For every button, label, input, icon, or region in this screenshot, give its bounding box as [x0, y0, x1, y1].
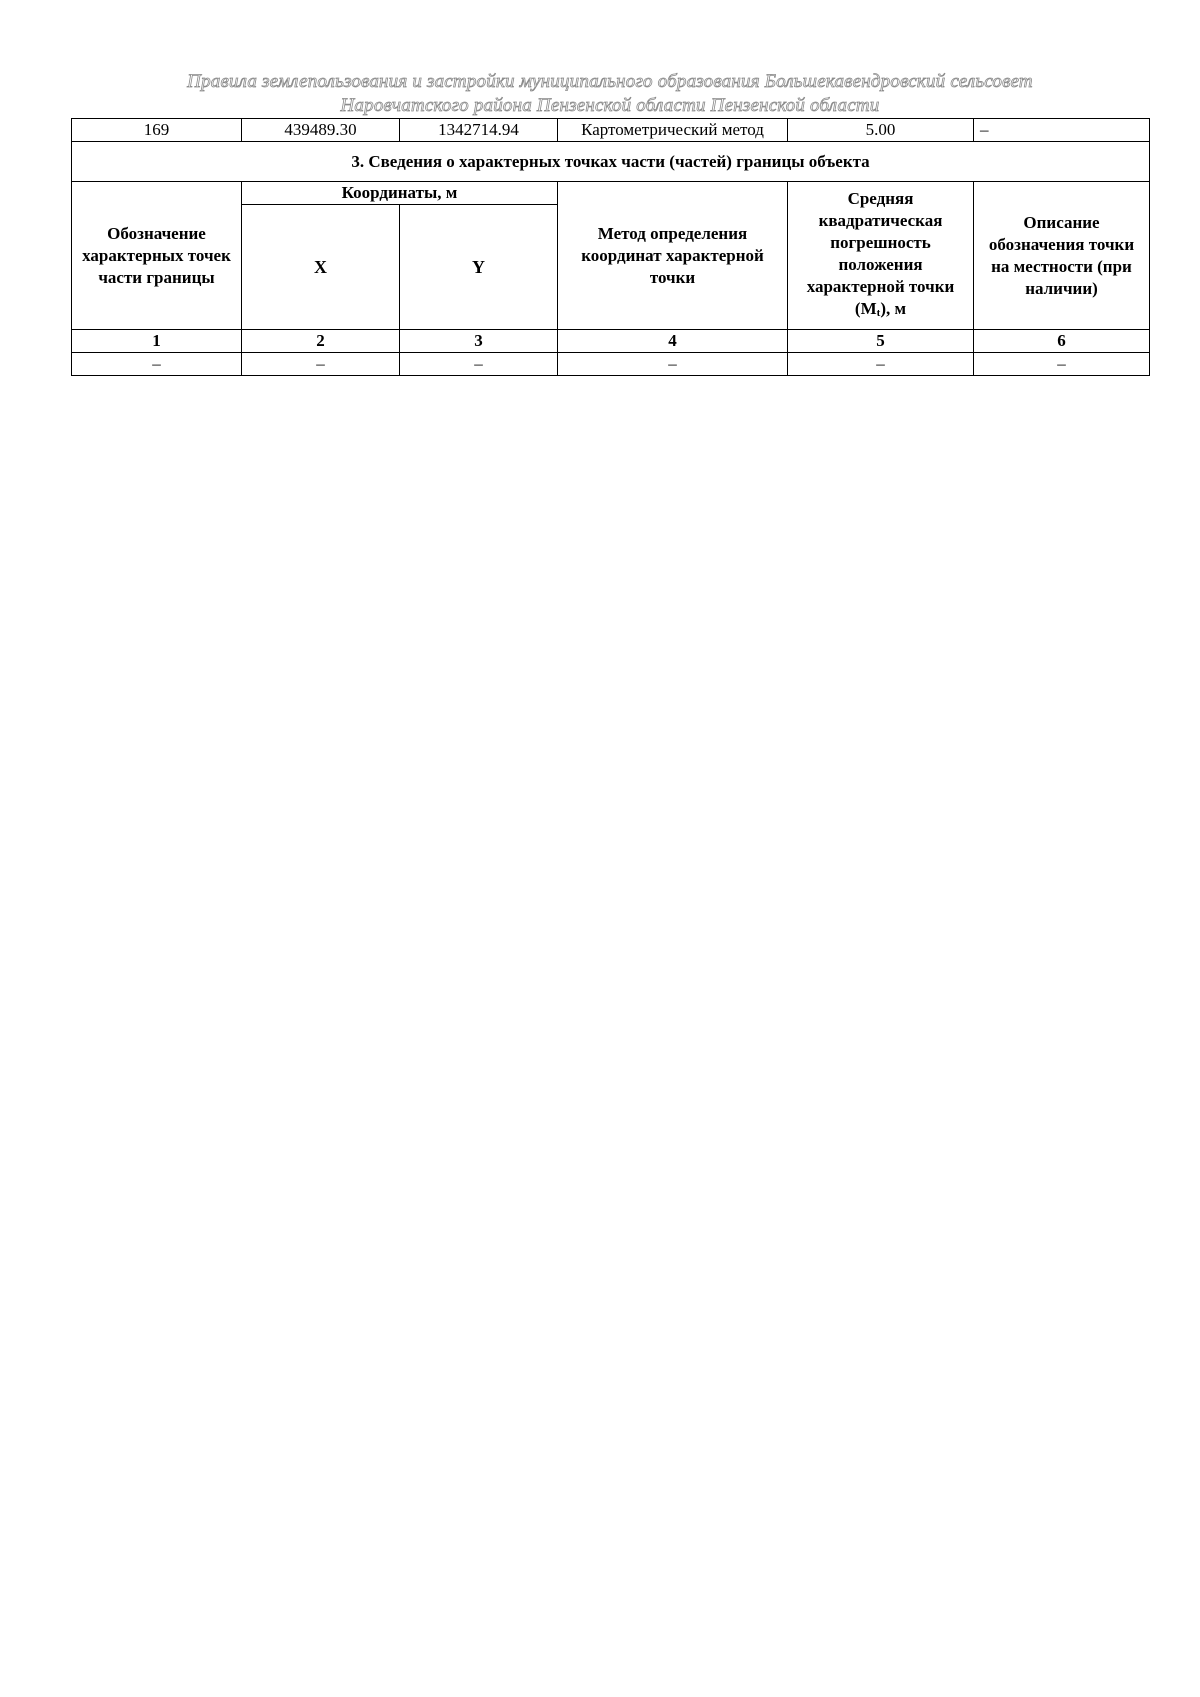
empty-cell: – [974, 353, 1150, 376]
mt-cell: 5.00 [788, 119, 974, 142]
description-cell: – [974, 119, 1150, 142]
column-header-point: Обозначение характерных точек части границы [72, 182, 242, 330]
y-coordinate-cell: 1342714.94 [400, 119, 558, 142]
mt-header-subscript: t [876, 306, 881, 319]
column-header-x: X [242, 205, 400, 330]
empty-cell: – [788, 353, 974, 376]
header-line-2: Наровчатского района Пензенской области Пензенской области [340, 95, 880, 116]
column-header-description: Описание обозначения точки на местности (при наличии) [974, 182, 1150, 330]
page-header [70, 70, 1150, 118]
x-coordinate-cell: 439489.30 [242, 119, 400, 142]
column-header-coordinates: Координаты, м [242, 182, 558, 205]
column-number: 6 [974, 330, 1150, 353]
section-title: 3. Сведения о характерных точках части (частей) границы объекта [72, 142, 1150, 182]
column-header-y: Y [400, 205, 558, 330]
header-row-1 [72, 182, 1150, 205]
column-number: 1 [72, 330, 242, 353]
column-number: 2 [242, 330, 400, 353]
column-header-mt [788, 182, 974, 330]
point-number-cell: 169 [72, 119, 242, 142]
header-line-1: Правила землепользования и застройки муниципального образования Большекавендровский сельсовет [187, 71, 1033, 92]
empty-cell: – [242, 353, 400, 376]
empty-cell: – [558, 353, 788, 376]
column-number: 3 [400, 330, 558, 353]
mt-header-text: Средняя квадратическая погрешность положения характерной точки (M [806, 188, 955, 318]
mt-header-end: ), м [880, 298, 907, 318]
column-number: 5 [788, 330, 974, 353]
column-numbers-row [72, 330, 1150, 353]
column-number: 4 [558, 330, 788, 353]
section-title-row [72, 142, 1150, 182]
method-cell: Картометрический метод [558, 119, 788, 142]
table-row [72, 353, 1150, 376]
empty-cell: – [400, 353, 558, 376]
empty-cell: – [72, 353, 242, 376]
boundary-points-table [71, 118, 1150, 376]
column-header-method: Метод определения координат характерной точки [558, 182, 788, 330]
table-row [72, 119, 1150, 142]
